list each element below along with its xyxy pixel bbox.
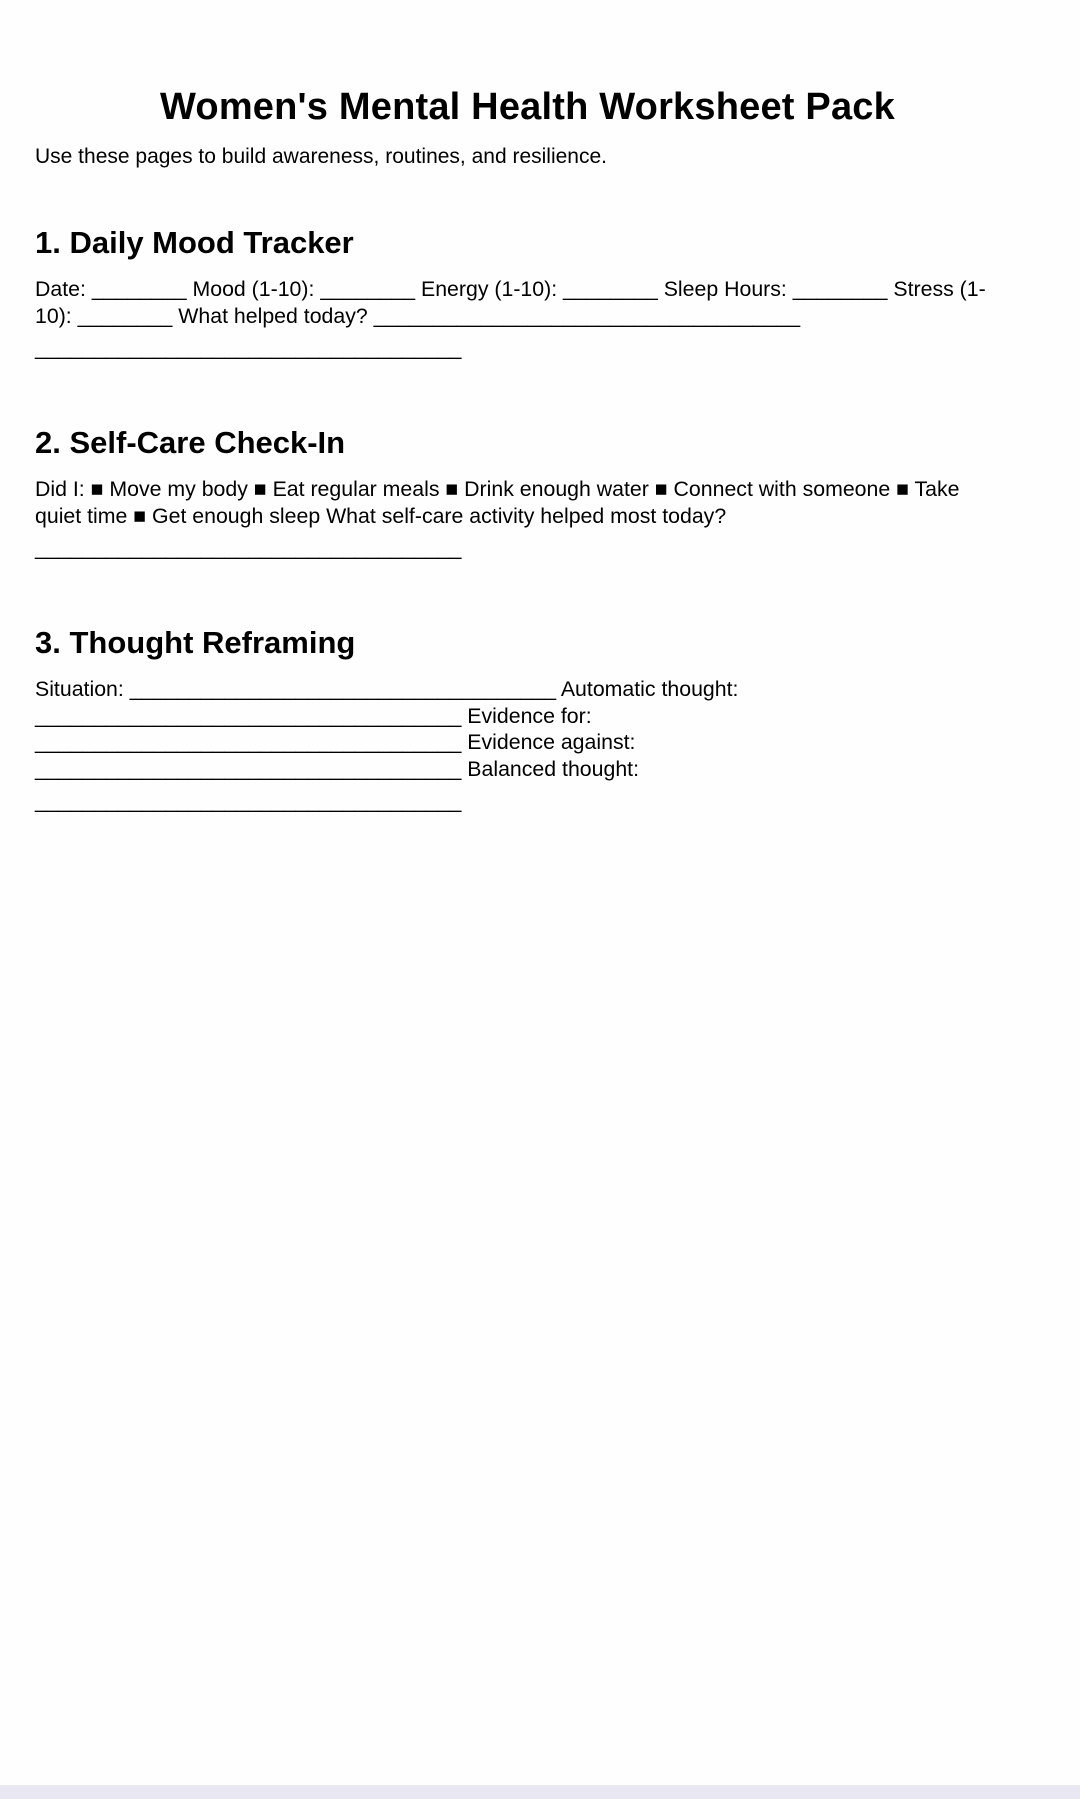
document-title: Women's Mental Health Worksheet Pack xyxy=(160,86,895,128)
section-heading-thought-reframing: 3. Thought Reframing xyxy=(35,625,356,660)
section-heading-daily-mood-tracker: 1. Daily Mood Tracker xyxy=(35,225,354,260)
daily-mood-tracker-blank-line: ____________________________________ xyxy=(35,336,462,360)
self-care-check-in-blank-line: ____________________________________ xyxy=(35,536,462,560)
daily-mood-tracker-fields: Date: ________ Mood (1-10): ________ Energy (1-10): ________ Sleep Hours: ________ Stress (1-10): ________ What helped today? ____________________________________ xyxy=(35,277,986,328)
document-subtitle: Use these pages to build awareness, routines, and resilience. xyxy=(35,145,608,168)
thought-reframing-fields: Situation: ____________________________________ Automatic thought: ____________________________________ Evidence for: ____________________________________ Evidence against: ____________________________________ Balanced thought: xyxy=(35,677,739,781)
section-heading-self-care-check-in: 2. Self-Care Check-In xyxy=(35,425,346,460)
thought-reframing-blank-line: ____________________________________ xyxy=(35,789,462,813)
self-care-check-in-fields: Did I: ■ Move my body ■ Eat regular meals ■ Drink enough water ■ Connect with someone ■ Take quiet time ■ Get enough sleep What self-care activity helped most today? xyxy=(35,477,960,528)
worksheet-content xyxy=(35,84,1005,814)
